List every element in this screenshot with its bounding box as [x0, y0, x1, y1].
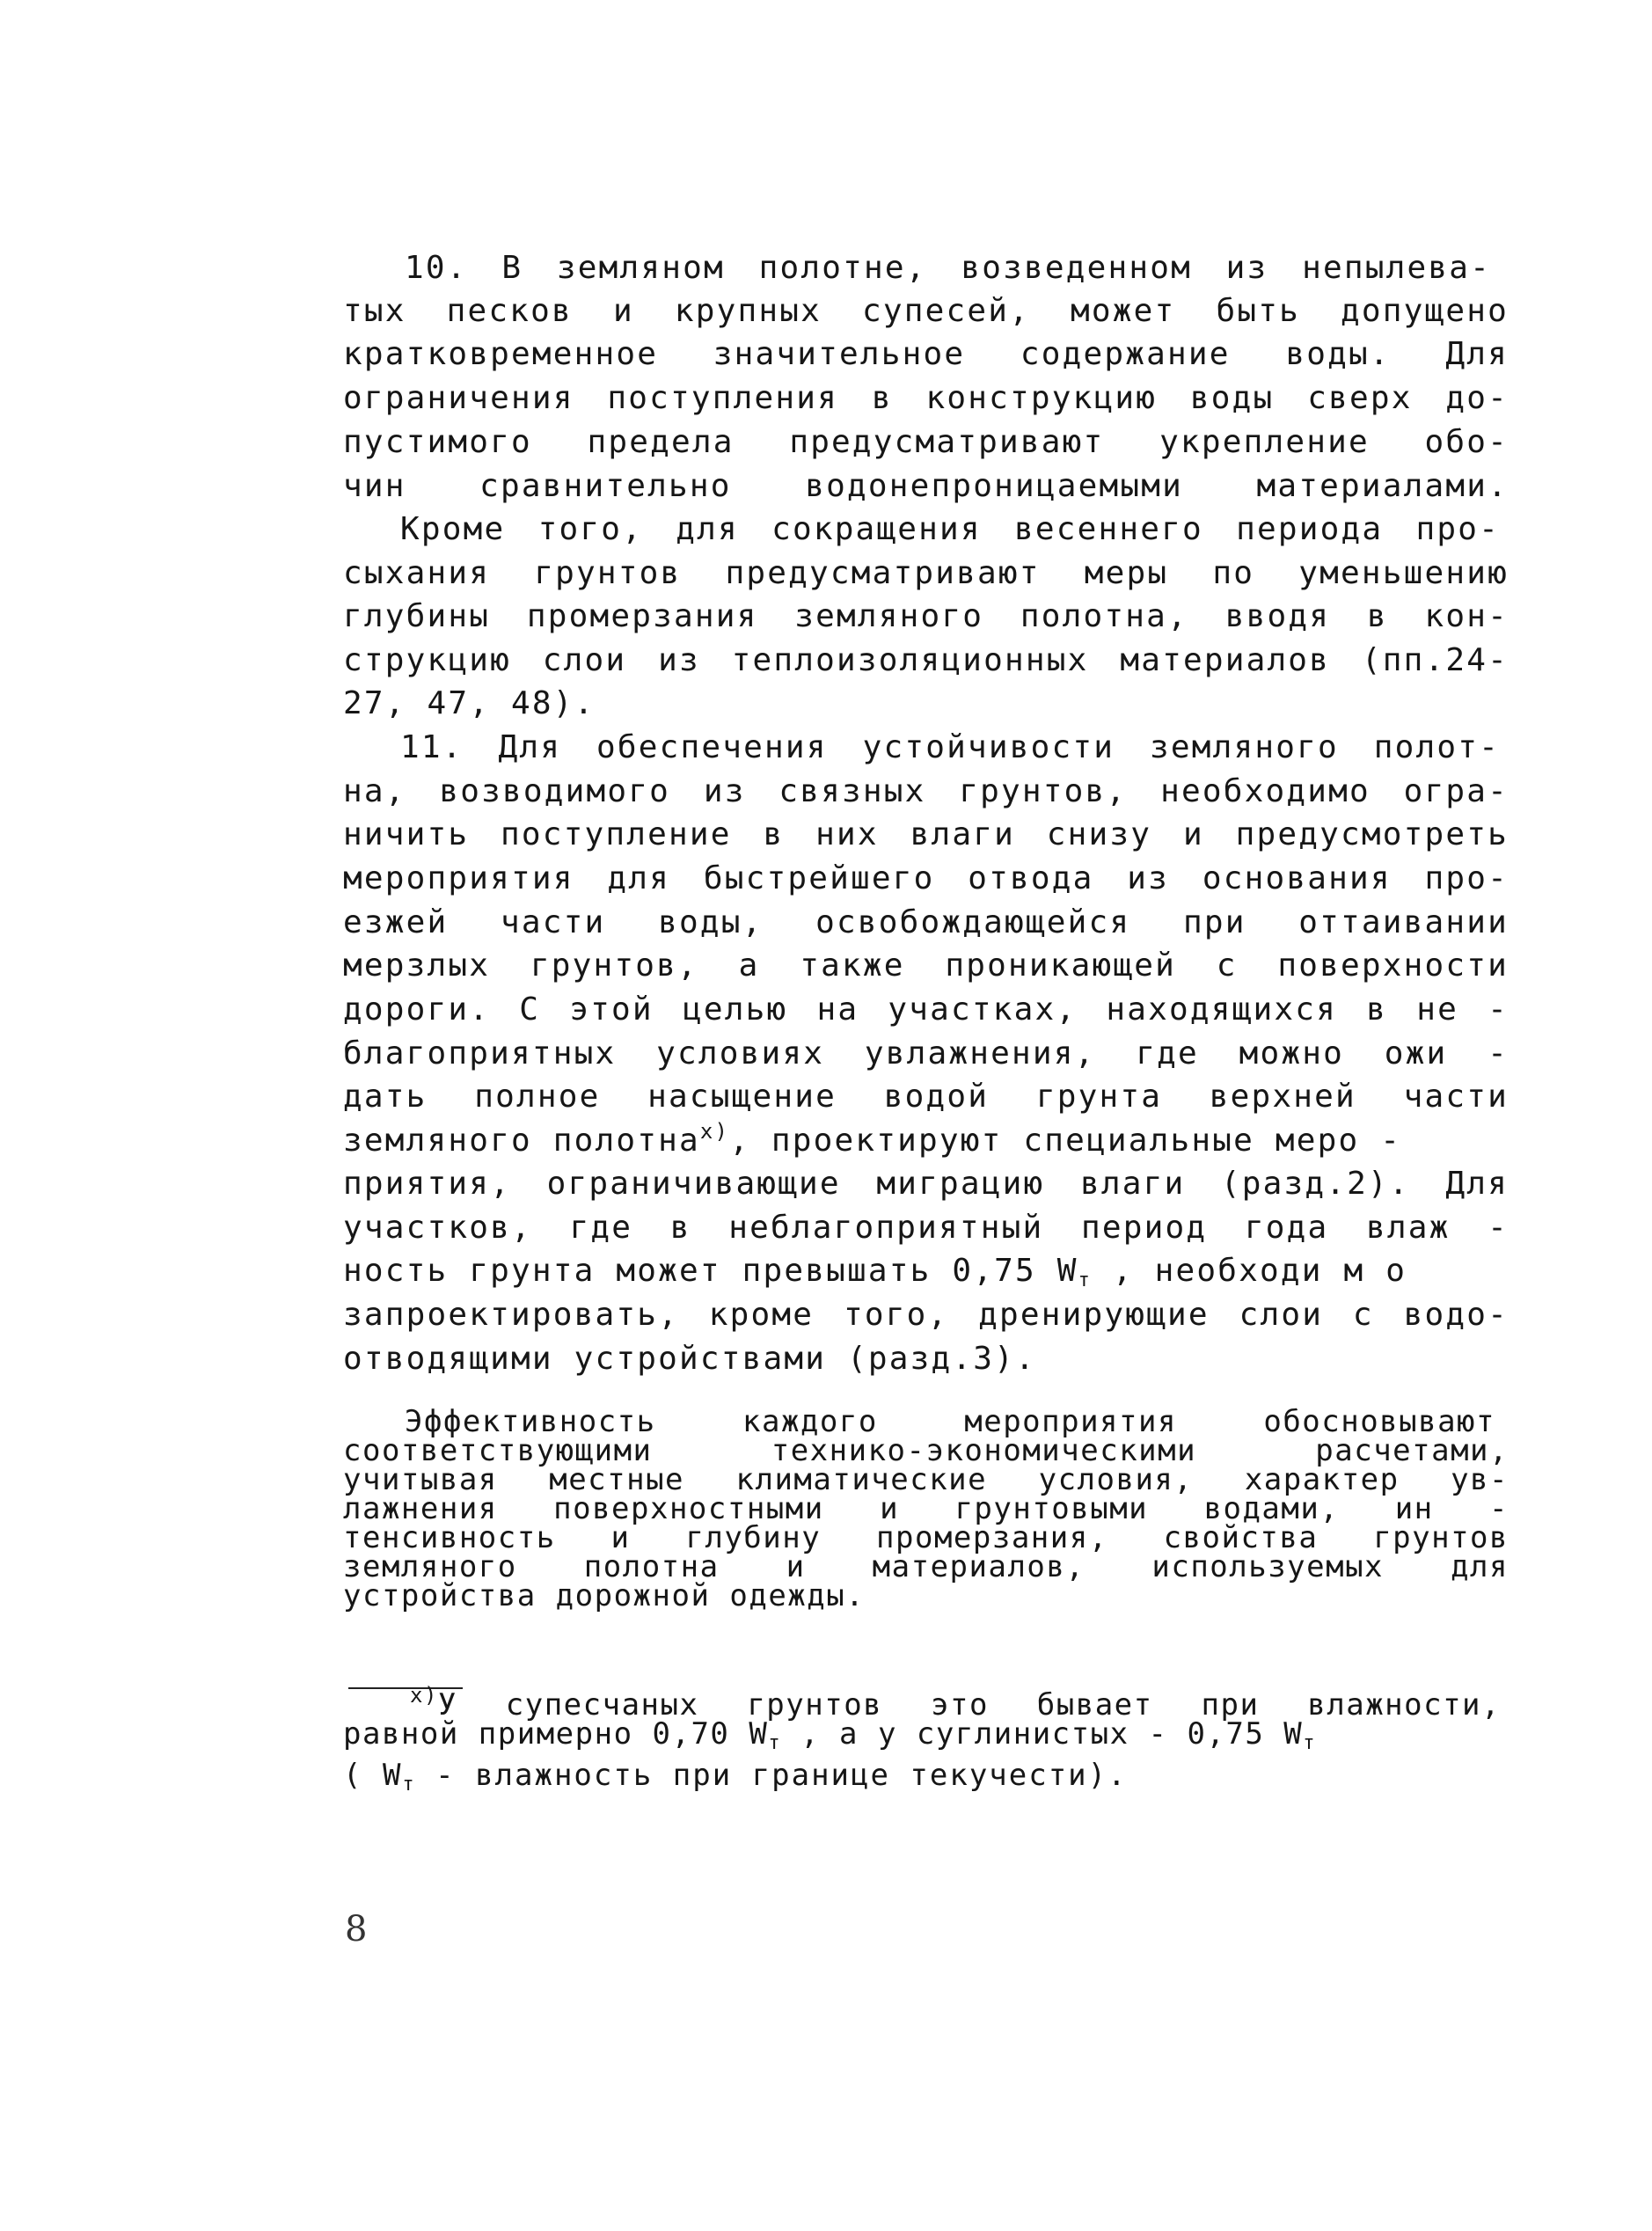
paragraph-line: глубины промерзания земляного полотна, вводя в кон- [343, 598, 1509, 634]
footnote-reference: x) [699, 1119, 730, 1144]
paragraph-line-with-formula [343, 1251, 1509, 1301]
paragraph-line: 27, 47, 48). [343, 685, 596, 721]
paragraph-line: тых песков и крупных супесей, может быть допущено [343, 293, 1509, 329]
paragraph-line: Эффективность каждого мероприятия обосновывают [405, 1404, 1495, 1439]
paragraph-line: Кроме того, для сокращения весеннего периода про- [400, 511, 1500, 547]
paragraph-line: дороги. С этой целью на участках, находящихся в не - [343, 991, 1509, 1028]
paragraph-line-with-footnote [343, 1121, 1509, 1161]
paragraph-line: дать полное насыщение водой грунта верхней части [343, 1079, 1509, 1115]
footnote-text: равной примерно 0,70 W [343, 1716, 769, 1752]
paragraph-line: 11. Для обеспечения устойчивости земляного полот- [400, 729, 1500, 765]
line-text: ность грунта может превышать 0,75 W [343, 1253, 1078, 1289]
paragraph-line: струкцию слои из теплоизоляционных материалов (пп.24- [343, 642, 1509, 678]
paragraph-line: учитывая местные климатические условия, характер ув- [343, 1462, 1509, 1497]
paragraph-line: приятия, ограничивающие миграцию влаги (разд.2). Для [343, 1166, 1509, 1202]
paragraph-line: соответствующими технико-экономическими расчетами, [343, 1433, 1509, 1468]
line-text: , необходи м о [1092, 1253, 1407, 1289]
paragraph-line: участков, где в неблагоприятный период года влаж - [343, 1210, 1509, 1246]
footnote-text: - влажность при границе текучести). [415, 1758, 1128, 1793]
paragraph-line: на, возводимого из связных грунтов, необходимо огра- [343, 773, 1509, 809]
paragraph-line: пустимого предела предусматривают укрепление обо- [343, 424, 1509, 460]
paragraph-line: благоприятных условиях увлажнения, где можно ожи - [343, 1035, 1509, 1072]
paragraph-line: лажнения поверхностными и грунтовыми водами, ин - [343, 1491, 1509, 1526]
paragraph-line: езжей части воды, освобождающейся при оттаивании [343, 904, 1509, 940]
paragraph-line: мероприятия для быстрейшего отвода из основания про- [343, 860, 1509, 896]
paragraph-line: мерзлых грунтов, а также проникающей с поверхности [343, 947, 1509, 984]
subscript: т [768, 1732, 782, 1754]
subscript: т [402, 1774, 416, 1796]
footnote-text: , а у суглинистых - 0,75 W [781, 1716, 1304, 1752]
footnote-mark: x) [410, 1683, 438, 1708]
paragraph-line: устройства дорожной одежды. [343, 1578, 866, 1613]
paragraph-line: 10. В земляном полотне, возведенном из непылева- [405, 250, 1491, 286]
line-text: земляного полотна [343, 1123, 700, 1159]
footnote-text: ( W [343, 1758, 403, 1793]
footnote-line [343, 1716, 1509, 1758]
paragraph-line: тенсивность и глубину промерзания, свойства грунтов [343, 1520, 1509, 1555]
page-number: 8 [345, 1909, 368, 1949]
paragraph-line: земляного полотна и материалов, используемых для [343, 1549, 1509, 1584]
paragraph-line: отводящими устройствами (разд.3). [343, 1341, 1036, 1377]
paragraph-line: запроектировать, кроме того, дренирующие слои с водо- [343, 1297, 1509, 1333]
paragraph-line: ничить поступление в них влаги снизу и предусмотреть [343, 816, 1509, 852]
subscript: т [1078, 1269, 1093, 1291]
footnote-line [343, 1755, 1509, 1805]
subscript: т [1303, 1732, 1317, 1754]
line-text: , проектируют специальные меро - [729, 1123, 1402, 1159]
paragraph-line: ограничения поступления в конструкцию воды сверх до- [343, 380, 1509, 416]
paragraph-line: сыхания грунтов предусматривают меры по уменьшению [343, 555, 1509, 591]
paragraph-line: кратковременное значительное содержание воды. Для [343, 336, 1509, 372]
footnote-text: У супесчаных грунтов это бывает при влажности, [437, 1687, 1501, 1723]
paragraph-line: чин сравнительно водонепроницаемыми материалами. [343, 468, 1509, 504]
